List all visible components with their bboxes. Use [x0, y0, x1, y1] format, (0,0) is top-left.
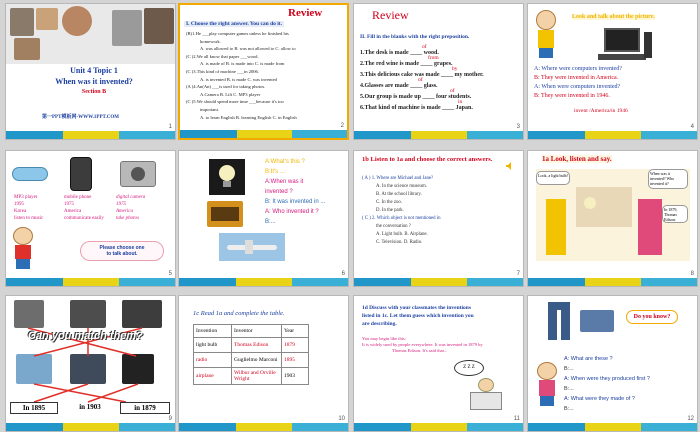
question-line: (B)1.He ___play computer games unless he finished his	[186, 31, 289, 36]
prompt-line: A:When was it	[265, 179, 304, 185]
photo-girl	[62, 6, 92, 36]
slide-number: 1	[168, 124, 172, 130]
caption-line: communicate easily	[64, 216, 104, 221]
speech-bubble-2: When was it invented? Who invented it?	[648, 169, 688, 189]
answer-text: by	[452, 66, 458, 72]
color-bar	[354, 131, 523, 139]
prompt-line: B: It was invented in ...	[265, 199, 326, 205]
photo-student	[144, 8, 174, 44]
slide-number: 8	[690, 271, 694, 277]
mp3-player-picture	[12, 167, 48, 181]
light-bulb-picture	[209, 159, 245, 195]
cartoon-girl	[536, 362, 558, 408]
option-line: A. In the science museum.	[376, 184, 427, 189]
slide-thumbnail-4[interactable]	[527, 3, 698, 140]
slide-number: 9	[168, 416, 172, 422]
task-text: 1d Discuss with your classmates the inventions listed in 1c. Let them guess which invention you are describing.	[362, 305, 474, 327]
speaker-icon[interactable]	[506, 157, 514, 165]
sleeping-student	[466, 378, 506, 412]
sleeping-bubble: Z Z Z	[454, 360, 484, 376]
slide-title: 1b Listen to 1a and choose the correct answers.	[362, 156, 493, 163]
color-bar	[180, 130, 347, 138]
lesson-title: When was it invented?	[55, 77, 133, 86]
answer-text: from	[428, 55, 439, 61]
caption-line: 1995	[14, 202, 24, 207]
slide-number: 12	[687, 416, 694, 422]
option-line: D. In the park.	[376, 208, 404, 213]
slide-thumbnail-9[interactable]	[5, 295, 176, 432]
prompt-line: B:...	[564, 406, 574, 412]
site-footer: 第一PPT模板网-WWW.1PPT.COM	[42, 115, 119, 120]
caption-line: 1975	[64, 202, 74, 207]
dialogue-prompts	[564, 354, 694, 414]
table-row: airplane Wilbur and Orville Wright 1903	[194, 368, 309, 385]
inventions-table	[193, 324, 309, 385]
speech-bubble-1: Look, a light bulb!	[536, 171, 570, 185]
prompt-line: A: Who invented it ?	[265, 209, 319, 215]
question-line: ( A ) 1. Where are Michael and Jane?	[362, 176, 434, 181]
slide-thumbnail-12[interactable]	[527, 295, 698, 432]
photo-woman	[36, 8, 58, 30]
option-line: A. Light bulb. B. Airplane.	[376, 232, 428, 237]
option-line: the conversation ?	[376, 224, 411, 229]
question-line: (C )3.This kind of machine ___in 2006.	[186, 68, 259, 74]
answer-where: B: They were invented in America.	[534, 75, 619, 81]
answer-when: B: They were invented in 1946.	[534, 93, 610, 99]
answer-text: of	[422, 44, 427, 50]
fill-blank-line: 5.Our group is made up ____ four students.	[360, 94, 472, 100]
prompt-line: A: What are these ?	[564, 356, 613, 362]
slide-title: 1a Look, listen and say.	[542, 155, 612, 163]
caption-line: MP3 player	[14, 195, 38, 200]
computer-picture	[594, 28, 654, 62]
slide-thumbnail-1[interactable]	[5, 3, 176, 140]
prompt-line: B:...	[265, 219, 276, 225]
prompt-line: invented ?	[265, 189, 293, 195]
option-line: A. was allowed to B. was not allowed to C. allow to	[200, 46, 296, 52]
color-bar	[6, 131, 175, 139]
slide-thumbnail-5[interactable]	[5, 150, 176, 287]
slide-number: 11	[513, 416, 520, 422]
option-line: important.	[200, 106, 220, 112]
illustration-room	[536, 169, 690, 261]
question-when: A: When were computers invented?	[534, 84, 621, 90]
hint-text: invent /America/in 1946	[574, 108, 628, 114]
banner-text: Can you match them?	[28, 330, 143, 342]
photo-people	[14, 38, 40, 60]
color-bar	[179, 423, 348, 431]
option-line: C. Television. D. Radio.	[376, 240, 423, 245]
table-header-cell: Inventor	[232, 325, 282, 338]
question-line: (C )5.We should spend more time ___because it's too	[186, 99, 284, 105]
caption-line: take photos	[116, 216, 139, 221]
digital-camera-picture	[120, 161, 156, 187]
dialogue-prompts	[265, 157, 347, 227]
table-header-cell: Invention	[194, 325, 232, 338]
radio-picture	[207, 201, 243, 227]
question-line: ( C ) 2. Which object is not mentioned in	[362, 216, 441, 221]
prompt-line: A: When were they produced first ?	[564, 376, 650, 382]
table-row: light bulb Thomas Edison 1879	[194, 338, 309, 353]
option-line: C. In the zoo.	[376, 200, 402, 205]
instruction: II. Fill in the blanks with the right preposition.	[360, 34, 470, 40]
slide-thumbnail-2[interactable]	[178, 3, 349, 140]
color-bar	[528, 278, 697, 286]
fill-blank-line: 3.This delicious cake was made ____ my mother.	[360, 72, 484, 78]
prompt-line: B:...	[564, 386, 574, 392]
title-block	[44, 66, 144, 95]
table-row: radio Guglielmo Marconi 1895	[194, 353, 309, 368]
answer-text: in	[458, 99, 463, 105]
slide-number: 4	[690, 124, 694, 130]
year-label-1: In 1895	[10, 402, 58, 414]
option-line: A. is made of B. is made into C. is made from	[200, 61, 285, 67]
question-list	[362, 175, 522, 247]
color-bar	[179, 278, 348, 286]
color-bar	[6, 423, 175, 431]
fill-blank-line: 6.That kind of machine is made ____ Japan.	[360, 105, 473, 111]
caption-line: listen to music	[14, 216, 44, 221]
year-label-3: in 1879	[120, 402, 170, 414]
prompt-line: B:It's ...	[265, 169, 285, 175]
jeans-picture	[548, 302, 570, 340]
option-line: A.Camera B. Lift C. MP3 player	[200, 91, 261, 97]
slide-number: 6	[341, 271, 345, 277]
year-label-2: in 1903	[79, 403, 101, 411]
denim-picture	[580, 310, 614, 332]
slide-title: Review	[288, 7, 323, 19]
option-line: B. At the school library.	[376, 192, 422, 197]
speech-bubble: Please choose one to talk about.	[80, 241, 164, 261]
slide-thumbnail-7[interactable]	[353, 150, 524, 287]
caption-line: Korea	[14, 209, 27, 214]
slide-number: 7	[516, 271, 520, 277]
slide-number: 2	[340, 123, 344, 129]
cartoon-boy	[534, 10, 558, 60]
answer-text: of	[450, 88, 455, 94]
option-line: homework.	[200, 38, 221, 44]
fill-blank-list	[360, 48, 524, 114]
slide-number: 3	[516, 124, 520, 130]
section-label: Section B	[81, 89, 107, 95]
caption-line: America	[64, 209, 82, 214]
slide-thumbnail-8[interactable]	[527, 150, 698, 287]
prompt-line: A:What's this ?	[265, 159, 305, 165]
question-line: (C )2.We all know that paper ___wood.	[186, 53, 259, 59]
mobile-phone-picture	[70, 157, 92, 191]
option-line: A. to learn English B. learning English C. in English	[200, 114, 297, 120]
photo-collage	[6, 4, 176, 64]
cartoon-boy	[12, 227, 34, 269]
fill-blank-line: 1.The desk is made ____ wood.	[360, 50, 439, 56]
color-bar	[6, 278, 175, 286]
answer-text: of	[418, 77, 423, 83]
slide-number: 10	[338, 416, 345, 422]
banner-text: Look and talk about the picture.	[572, 14, 655, 20]
color-bar	[354, 423, 523, 431]
fill-blank-line: 4.Glasses are made ____ glass.	[360, 83, 438, 89]
slide-title: 1c Read 1a and complete the table.	[193, 310, 285, 317]
color-bar	[528, 423, 697, 431]
question-line: (A )4.An(An) ___is used for taking photos.	[186, 84, 266, 90]
prompt-line: B:...	[564, 366, 574, 372]
table-header-cell: Year	[282, 325, 309, 338]
speech-bubble: Do you know?	[626, 310, 678, 324]
slide-thumbnail-6[interactable]	[178, 150, 349, 287]
caption-line: mobile phone	[64, 195, 92, 200]
instruction: I. Choose the right answer. You can do it.	[186, 21, 283, 27]
caption-line: digital camera	[116, 195, 146, 200]
fill-blank-line: 2.The red wine is made ____ grapes.	[360, 61, 453, 67]
color-bar	[354, 278, 523, 286]
unit-title: Unit 4 Topic 1	[70, 66, 118, 75]
slide-number: 5	[168, 271, 172, 277]
boy-figure	[546, 199, 566, 255]
speech-bubble-3: In 1879, Thomas Edison.	[662, 205, 688, 223]
question-where: A: Where were computers invented?	[534, 66, 622, 72]
color-bar	[528, 131, 697, 139]
question-list	[186, 30, 346, 121]
photo-man	[10, 8, 34, 36]
caption-line: America	[116, 209, 133, 214]
caption-line: 1975	[116, 202, 126, 207]
table-header-row	[194, 325, 309, 338]
slide-thumbnail-3[interactable]	[353, 3, 524, 140]
option-line: A. is invented B. is made C. was invented	[200, 76, 277, 82]
prompt-line: A: What were they made of ?	[564, 396, 635, 402]
slide-title: Review	[372, 8, 409, 22]
model-text: You may begin like this: It is widely used by people everywhere. It was invented in 1879 by Thomas Edison. It's said that...	[362, 336, 483, 353]
photo-laptop	[112, 10, 142, 46]
slide-thumbnail-10[interactable]	[178, 295, 349, 432]
girl-figure	[638, 199, 662, 255]
slide-thumbnail-11[interactable]	[353, 295, 524, 432]
airplane-picture	[219, 233, 285, 261]
